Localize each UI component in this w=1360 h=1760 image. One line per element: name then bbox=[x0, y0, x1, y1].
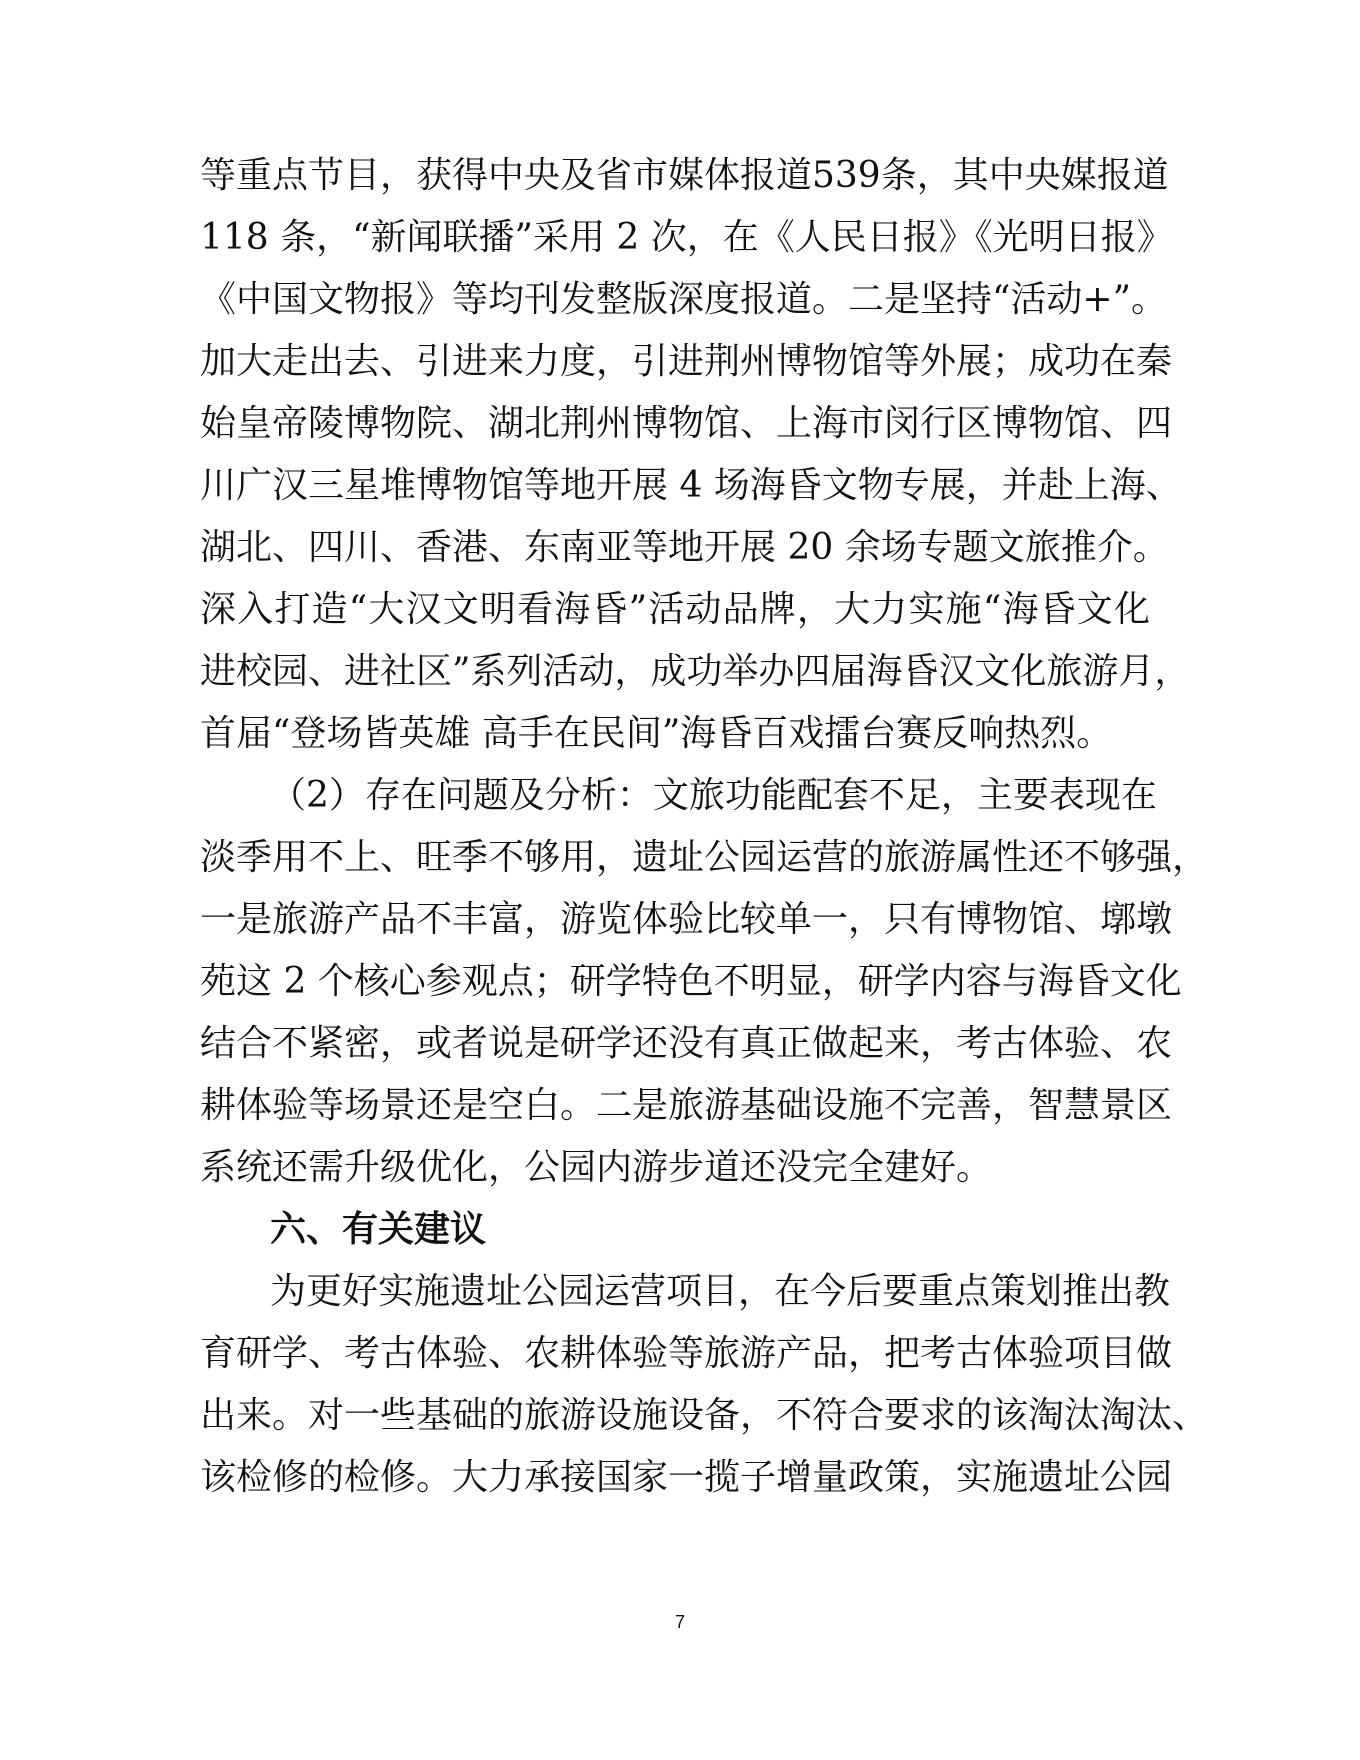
body-line: 耕体验等场景还是空白。二是旅游基础设施不完善，智慧景区 bbox=[200, 1085, 1173, 1126]
body-line: 湖北、四川、香港、东南亚等地开展 20 余场专题文旅推介。 bbox=[200, 527, 1169, 568]
page-number: 7 bbox=[674, 1612, 685, 1632]
body-line: 苑这 2 个核心参观点；研学特色不明显，研学内容与海昏文化 bbox=[200, 961, 1182, 1002]
body-line: 等重点节目，获得中央及省市媒体报道539条，其中央媒报道 bbox=[200, 155, 1169, 196]
body-line: 始皇帝陵博物院、湖北荆州博物馆、上海市闵行区博物馆、四 bbox=[200, 403, 1173, 444]
body-line: 深入打造“大汉文明看海昏”活动品牌，大力实施“海昏文化 bbox=[200, 589, 1150, 630]
paragraph-start: 为更好实施遗址公园运营项目，在今后要重点策划推出教 bbox=[270, 1271, 1171, 1312]
body-line: 育研学、考古体验、农耕体验等旅游产品，把考古体验项目做 bbox=[200, 1333, 1173, 1374]
body-line: 川广汉三星堆博物馆等地开展 4 场海昏文物专展，并赴上海、 bbox=[200, 465, 1182, 506]
body-line: 118 条，“新闻联播”采用 2 次，在《人民日报》《光明日报》 bbox=[200, 217, 1173, 258]
body-line: 该检修的检修。大力承接国家一揽子增量政策，实施遗址公园 bbox=[200, 1457, 1173, 1498]
body-line: 淡季用不上、旺季不够用，遗址公园运营的旅游属性还不够强， bbox=[200, 837, 1209, 878]
body-line: 一是旅游产品不丰富，游览体验比较单一，只有博物馆、墎墩 bbox=[200, 899, 1173, 940]
body-line: 进校园、进社区”系列活动，成功举办四届海昏汉文化旅游月， bbox=[200, 651, 1191, 692]
body-line: 加大走出去、引进来力度，引进荆州博物馆等外展；成功在秦 bbox=[200, 341, 1173, 382]
body-line: 出来。对一些基础的旅游设施设备，不符合要求的该淘汰淘汰、 bbox=[200, 1395, 1209, 1436]
section-heading: 六、有关建议 bbox=[270, 1209, 487, 1250]
body-line: 《中国文物报》等均刊发整版深度报道。二是坚持“活动+”。 bbox=[200, 279, 1167, 320]
body-line: 系统还需升级优化，公园内游步道还没完全建好。 bbox=[200, 1147, 993, 1188]
body-line: 首届“登场皆英雄 高手在民间”海昏百戏擂台赛反响热烈。 bbox=[200, 713, 1113, 754]
body-line: 结合不紧密，或者说是研学还没有真正做起来，考古体验、农 bbox=[200, 1023, 1173, 1064]
paragraph-start: （2）存在问题及分析：文旅功能配套不足，主要表现在 bbox=[270, 775, 1157, 816]
